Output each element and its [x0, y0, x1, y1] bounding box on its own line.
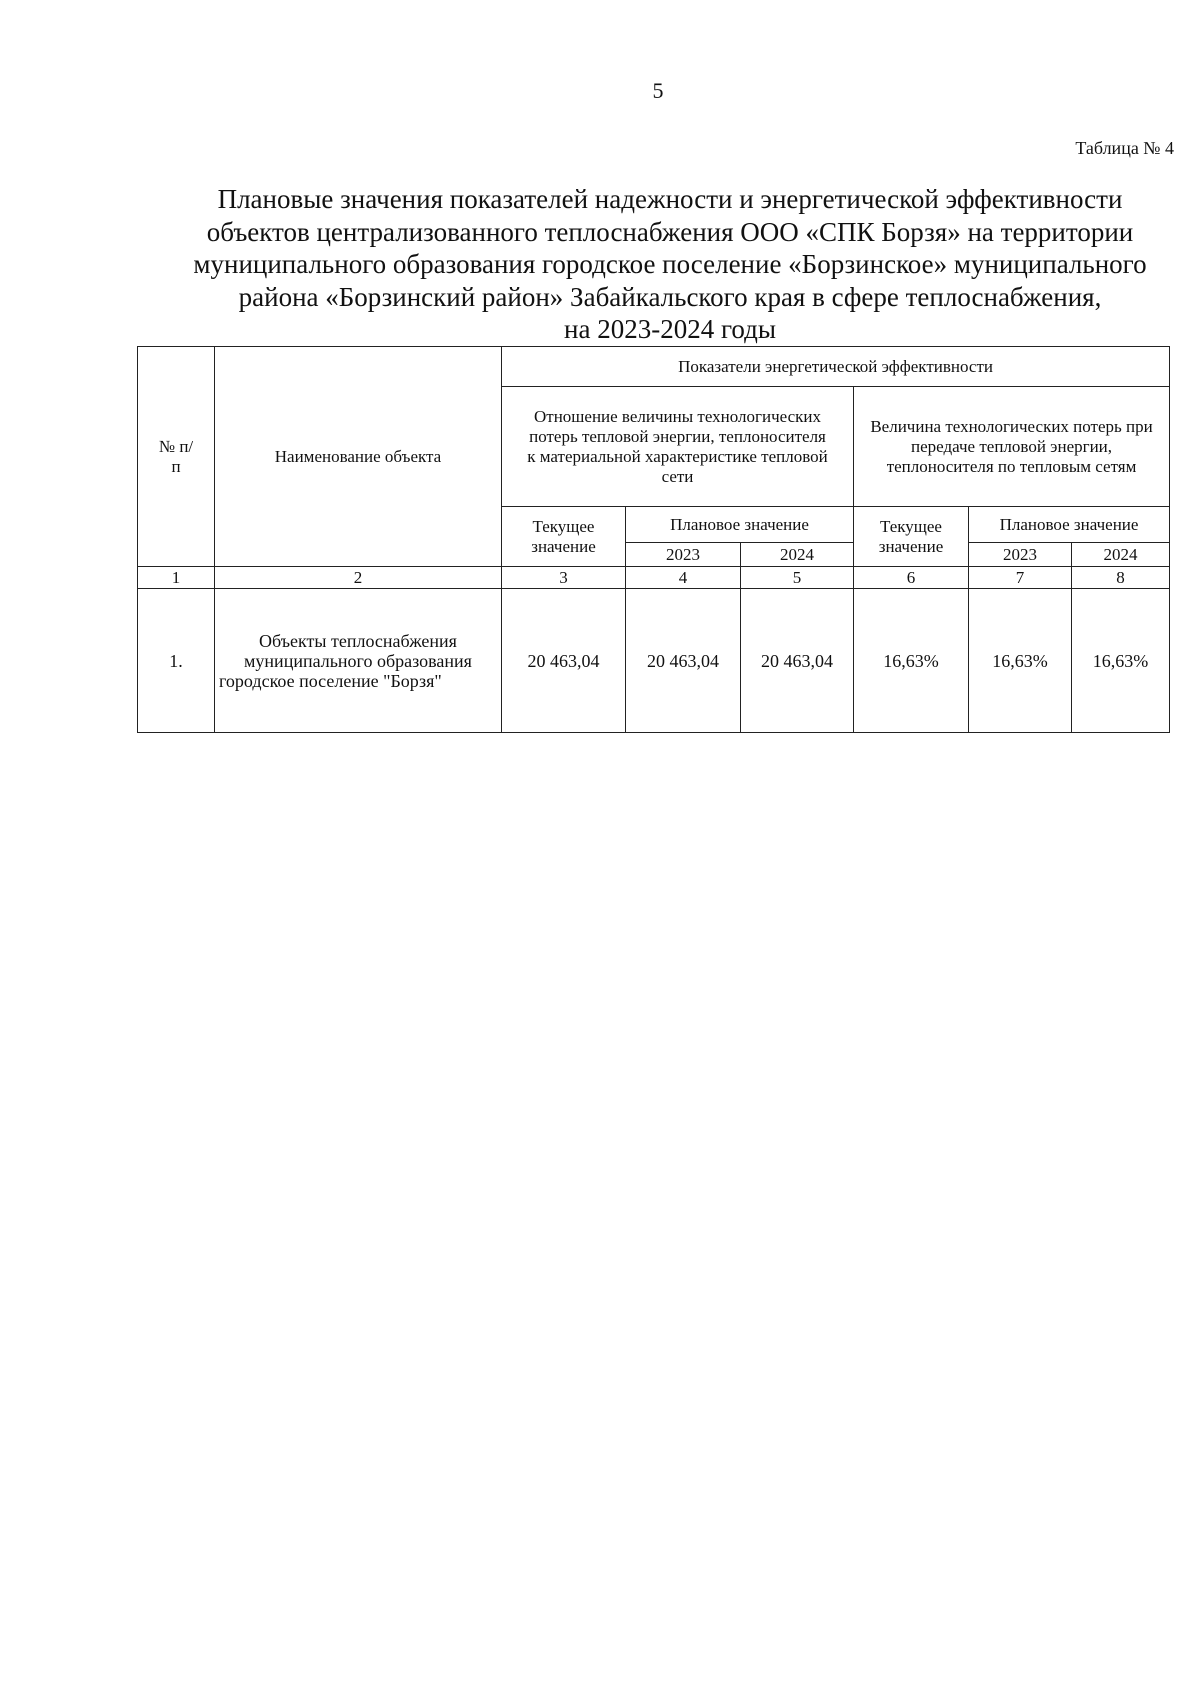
title-line: муниципального образования городское поселение «Борзинское» муниципального: [193, 249, 1147, 279]
title-line: на 2023-2024 годы: [564, 314, 776, 344]
column-number: 7: [969, 567, 1072, 589]
header-loss-ratio: Отношение величины технологических потерь тепловой энергии, теплоносителя к материальной характеристике тепловой сети: [502, 387, 854, 507]
header-planned-value-1: Плановое значение: [626, 507, 854, 543]
column-number: 4: [626, 567, 741, 589]
header-object-name: Наименование объекта: [215, 347, 502, 567]
indicators-table: [137, 346, 1170, 733]
document-title: [160, 183, 1180, 346]
row-value: 20 463,04: [741, 589, 854, 733]
header-num: № п/п: [138, 347, 215, 567]
row-object-name: Объекты теплоснабжения муниципального образования городское поселение "Борзя": [215, 589, 502, 733]
column-number: 5: [741, 567, 854, 589]
header-year-2023-2: 2023: [969, 543, 1072, 567]
column-number: 2: [215, 567, 502, 589]
row-value: 16,63%: [854, 589, 969, 733]
header-year-2024-1: 2024: [741, 543, 854, 567]
header-row-group: [138, 347, 1170, 387]
header-year-2024-2: 2024: [1072, 543, 1170, 567]
row-value: 16,63%: [1072, 589, 1170, 733]
row-value: 20 463,04: [626, 589, 741, 733]
title-line: Плановые значения показателей надежности и энергетической эффективности: [217, 184, 1123, 214]
header-current-value-1: Текущее значение: [502, 507, 626, 567]
column-number: 1: [138, 567, 215, 589]
table-row: [138, 589, 1170, 733]
header-current-value-2: Текущее значение: [854, 507, 969, 567]
page-number: 5: [652, 78, 664, 103]
table-label: Таблица № 4: [1075, 138, 1174, 158]
row-value: 20 463,04: [502, 589, 626, 733]
row-value: 16,63%: [969, 589, 1072, 733]
column-number: 6: [854, 567, 969, 589]
title-line: объектов централизованного теплоснабжения ООО «СПК Борзя» на территории: [206, 216, 1134, 247]
header-year-2023-1: 2023: [626, 543, 741, 567]
header-planned-value-2: Плановое значение: [969, 507, 1170, 543]
column-number-row: [138, 567, 1170, 589]
title-line: района «Борзинский район» Забайкальского края в сфере теплоснабжения,: [238, 281, 1102, 312]
column-number: 3: [502, 567, 626, 589]
row-num: 1.: [138, 589, 215, 733]
header-loss-value: Величина технологических потерь при передаче тепловой энергии, теплоносителя по тепловым сетям: [854, 387, 1170, 507]
header-energy-efficiency: Показатели энергетической эффективности: [502, 347, 1170, 387]
column-number: 8: [1072, 567, 1170, 589]
